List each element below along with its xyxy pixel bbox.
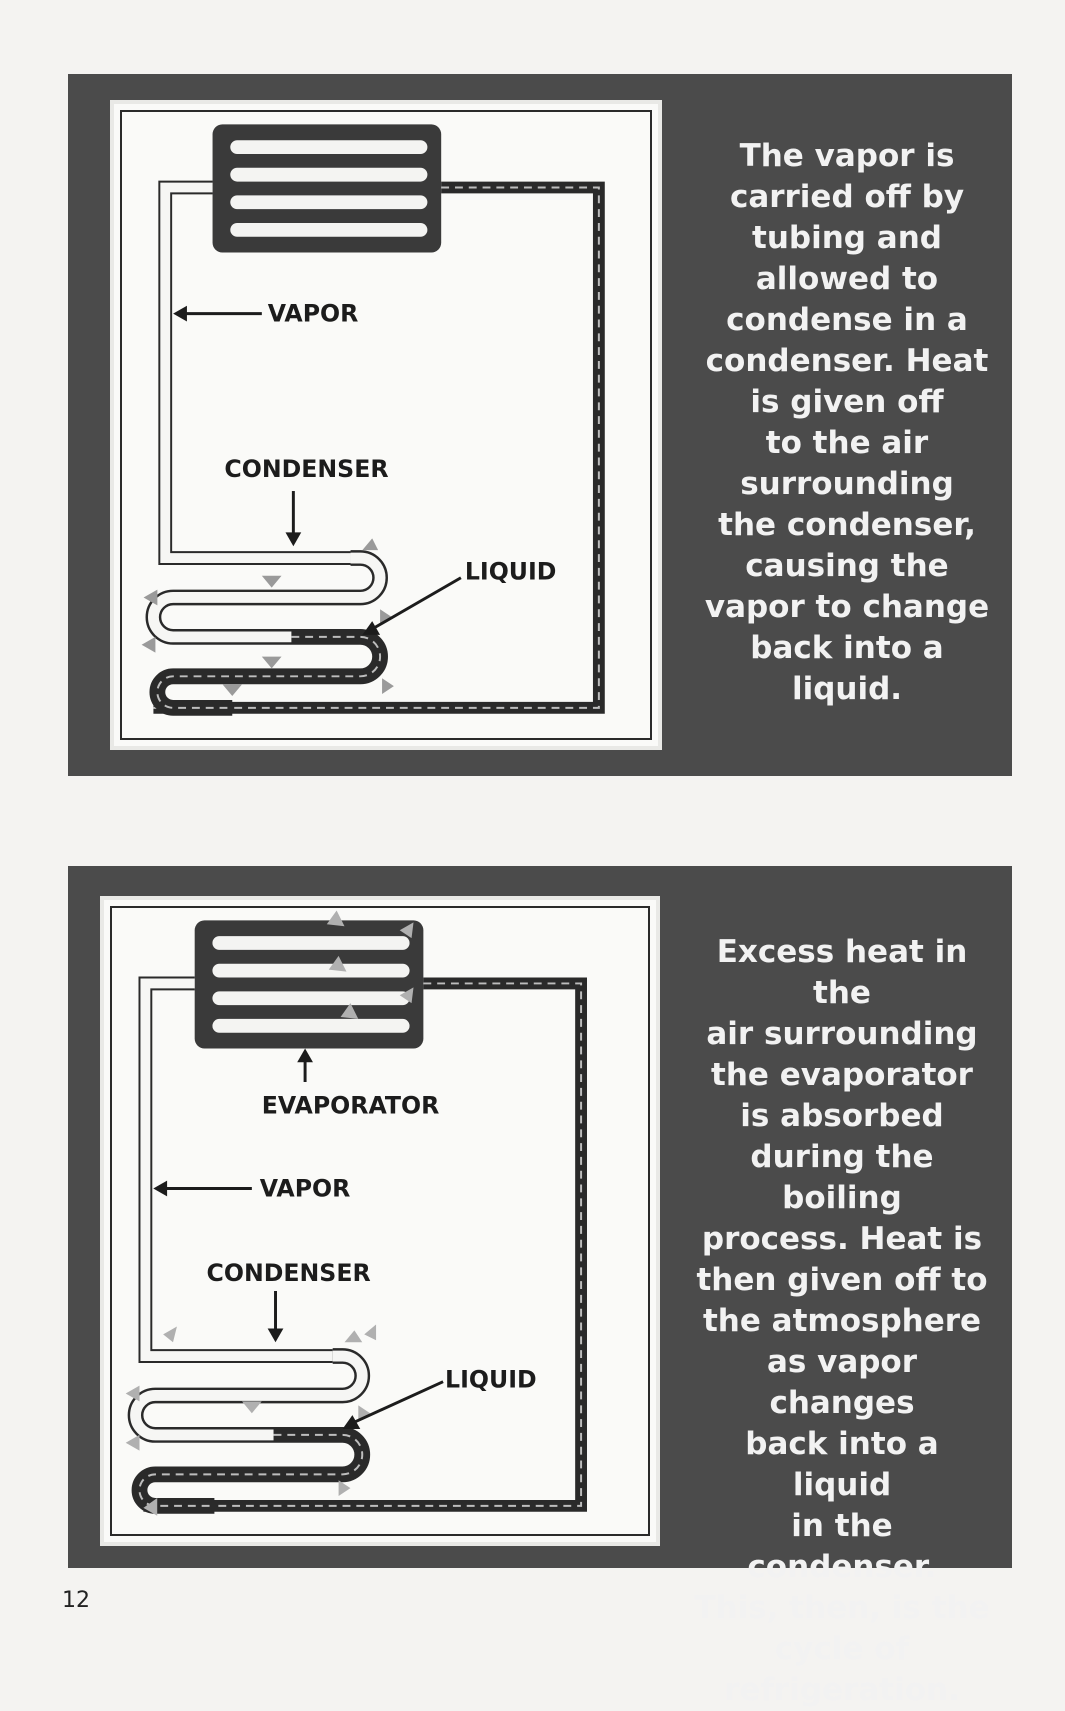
vapor-label: VAPOR — [259, 1174, 351, 1203]
condenser-pointer — [268, 1291, 284, 1342]
refrigeration-diagram — [114, 104, 658, 746]
vapor-pointer — [153, 1181, 252, 1197]
condenser-pointer — [285, 491, 301, 546]
evaporator-pointer — [297, 1049, 313, 1083]
diagram-frame — [110, 100, 662, 750]
evaporator-coil — [195, 920, 424, 1048]
condenser-coil — [136, 1356, 363, 1506]
liquid-label: LIQUID — [464, 557, 557, 586]
panel-caption: Excess heat in the air surrounding the evaporator is absorbed during the boiling process. Heat is then given off to the atmosphere as vapor changes back into a liquid in the condenser. This, then, is the cycle of refrigeration. — [694, 934, 990, 1708]
diagram-panel-condenser — [68, 74, 1012, 776]
diagram-frame — [100, 896, 660, 1546]
vapor-label: VAPOR — [267, 299, 359, 328]
page-number: 12 — [62, 1588, 90, 1613]
evaporator-label: EVAPORATOR — [261, 1091, 440, 1120]
condenser-label: CONDENSER — [206, 1259, 371, 1288]
liquid-label: LIQUID — [445, 1365, 537, 1394]
condenser-label: CONDENSER — [224, 455, 389, 484]
panel-caption: The vapor is carried off by tubing and allowed to condense in a condenser. Heat is given off to the air surrounding the condenser, causing the vapor to change back into a liquid. — [704, 138, 990, 707]
evaporator-coil — [213, 124, 442, 252]
vapor-pointer — [173, 306, 262, 322]
refrigeration-diagram — [104, 900, 656, 1542]
